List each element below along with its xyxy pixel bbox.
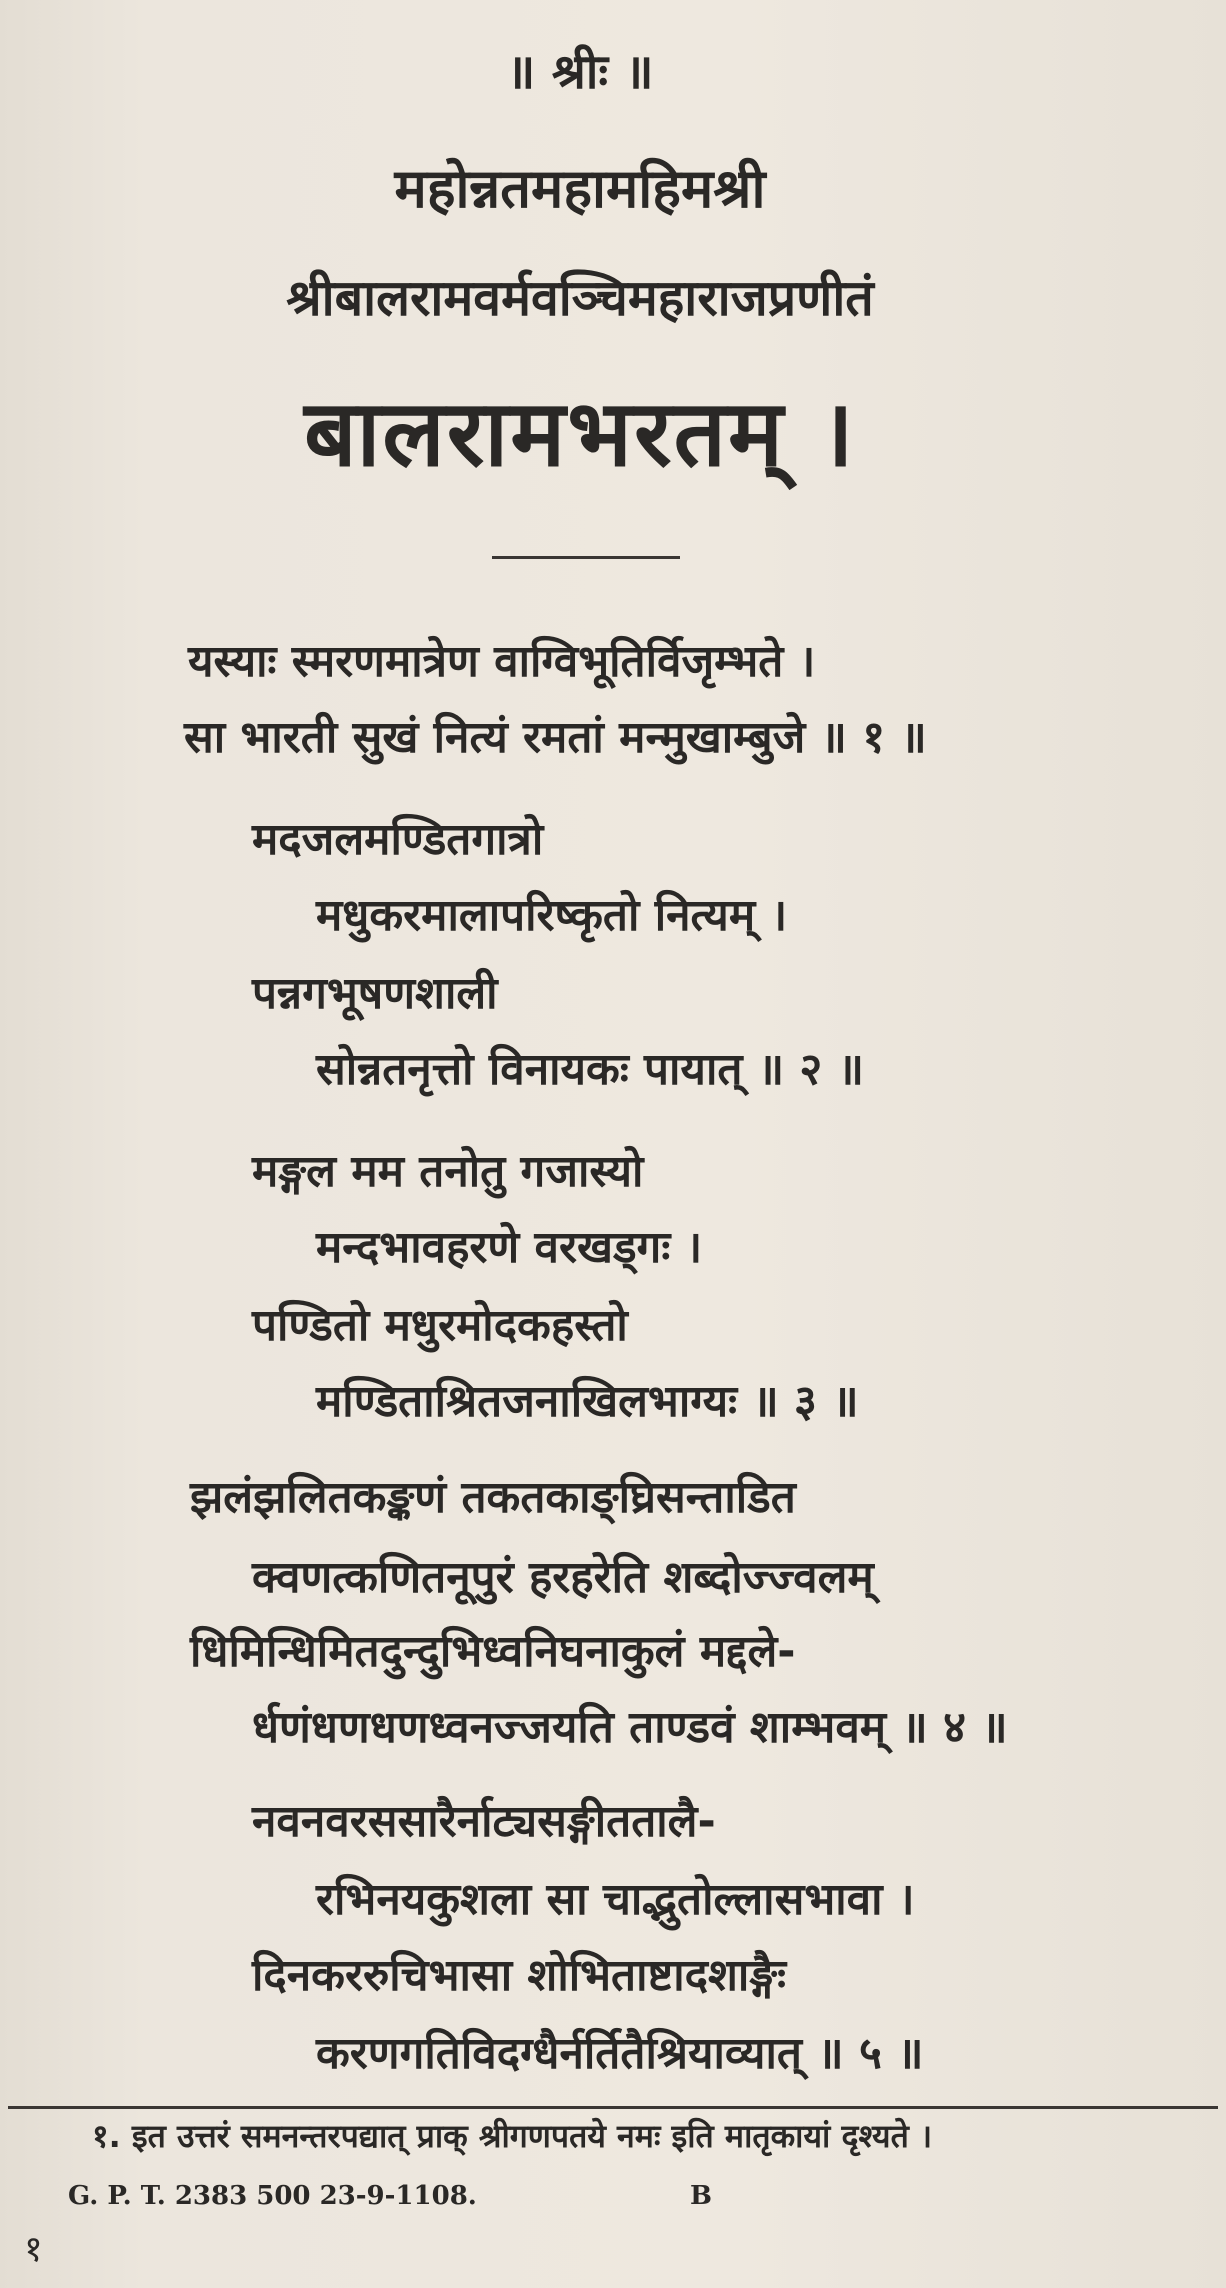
verse-3-line-2: मन्दभावहरणे वरखड्गः । (316, 1222, 703, 1273)
title-line-1: महोन्नतमहामहिमश्री (394, 157, 766, 220)
main-title: बालरामभरतम् । (304, 380, 856, 487)
title-line-2: श्रीबालरामवर्मवञ्चिमहाराजप्रणीतं (286, 269, 874, 327)
verse-3-line-3: पण्डितो मधुरमोदकहस्तो (252, 1300, 628, 1351)
verse-4-line-1: झलंझलितकङ्कणं तकतकाङ्घ्रिसन्ताडित (190, 1472, 796, 1523)
title-divider (492, 556, 680, 559)
verse-5-line-2: रभिनयकुशला सा चाद्भुतोल्लासभावा । (316, 1874, 915, 1925)
verse-4-line-2: क्वणत्कणितनूपुरं हरहरेति शब्दोज्ज्वलम् (252, 1552, 874, 1603)
verse-2-line-4: सोन्नतनृत्तो विनायकः पायात् ॥ २ ॥ (316, 1044, 864, 1095)
verse-5-line-4: करणगतिविदग्धैर्नर्तितैश्रियाव्यात् ॥ ५ ॥ (316, 2028, 924, 2079)
verse-2-line-1: मदजलमण्डितगात्रो (252, 814, 544, 865)
signature-mark: B (690, 2181, 712, 2211)
verse-3-line-1: मङ्गल मम तनोतु गजास्यो (252, 1146, 644, 1197)
footnote-rule (8, 2106, 1218, 2109)
verse-1-line-1: यस्याः स्मरणमात्रेण वाग्विभूतिर्विजृम्भते । (188, 636, 816, 687)
verse-4-line-3: धिमिन्धिमितदुन्दुभिध्वनिघनाकुलं मद्दले- (190, 1626, 796, 1677)
verse-2-line-3: पन्नगभूषणशाली (252, 968, 498, 1019)
verse-5-line-1: नवनवरससारैर्नाट्यसङ्गीततालै- (252, 1796, 716, 1847)
printer-imprint: G. P. T. 2383 500 23-9-1108. (68, 2181, 477, 2211)
invocation-heading: ॥ श्रीः ॥ (506, 44, 654, 100)
verse-1-line-2: सा भारती सुखं नित्यं रमतां मन्मुखाम्बुजे ॥ १ ॥ (184, 712, 927, 763)
verse-3-line-4: मण्डिताश्रितजनाखिलभाग्यः ॥ ३ ॥ (316, 1376, 859, 1427)
verse-5-line-3: दिनकररुचिभासा शोभिताष्टादशाङ्गैः (252, 1950, 787, 2001)
footnote: १. इत उत्तरं समनन्तरपद्यात् प्राक् श्रीगणपतये नमः इति मातृकायां दृश्यते । (92, 2117, 933, 2155)
verse-4-line-4: र्धणंधणधणध्वनज्जयति ताण्डवं शाम्भवम् ॥ ४ ॥ (252, 1702, 1008, 1753)
page-mark: १ (24, 2229, 43, 2270)
verse-2-line-2: मधुकरमालापरिष्कृतो नित्यम् । (316, 890, 788, 941)
